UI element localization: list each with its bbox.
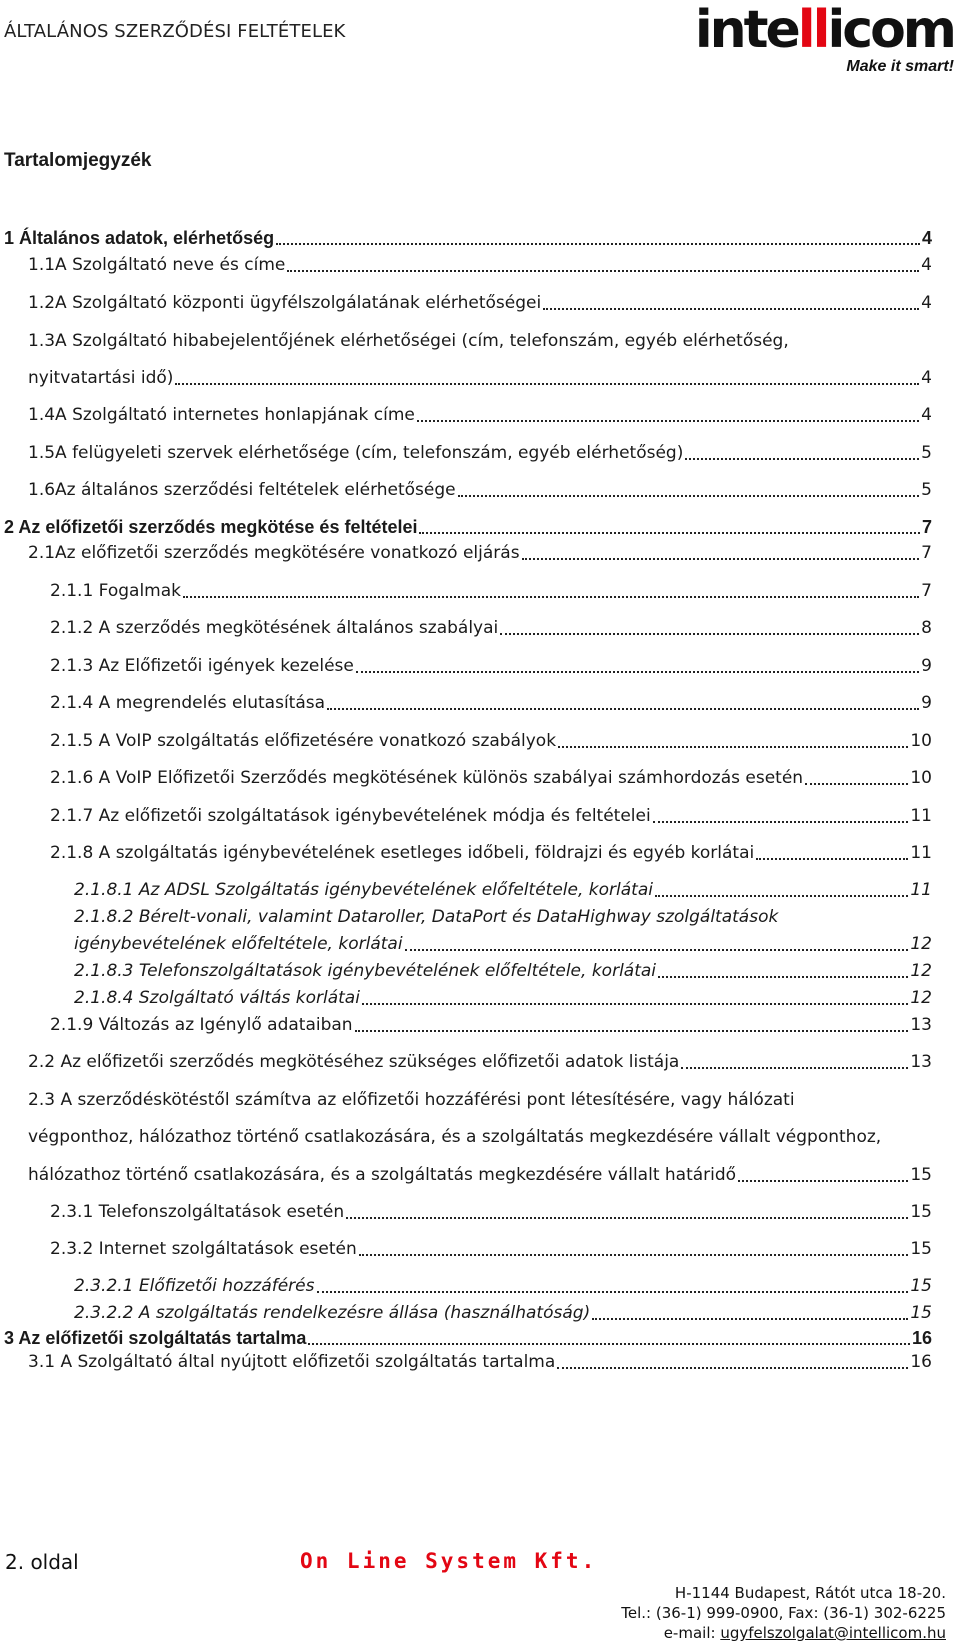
toc-heading: Tartalomjegyzék <box>4 150 152 171</box>
leader-dots <box>653 821 909 823</box>
leader-dots <box>359 1254 909 1256</box>
leader-dots <box>685 458 919 460</box>
leader-dots <box>805 783 908 785</box>
leader-dots <box>183 596 919 598</box>
toc-entry-label: 3 Az előfizetői szolgáltatás tartalma <box>4 1328 307 1348</box>
toc-entry-label: 2.1.8.4 Szolgáltató váltás korlátai <box>74 988 360 1008</box>
toc-entry-label: 1.5A felügyeleti szervek elérhetősége (cím, telefonszám, egyéb elérhetőség) <box>28 443 684 463</box>
page-number: 2. oldal <box>5 1550 79 1574</box>
toc-entry-line[interactable]: 1.3A Szolgáltató hibabejelentőjének elérhetőségei (cím, telefonszám, egyéb elérhetőség, <box>28 331 789 351</box>
toc-entry[interactable] <box>74 1271 932 1301</box>
toc-entry-page: 11 <box>910 806 932 826</box>
leader-dots <box>308 1343 910 1345</box>
toc-entry[interactable] <box>28 475 932 505</box>
leader-dots <box>287 270 919 272</box>
toc-entry-page: 8 <box>921 618 932 638</box>
toc-entry[interactable] <box>74 956 932 986</box>
address: H-1144 Budapest, Rátót utca 18-20. <box>674 1584 946 1602</box>
toc-entry-page: 12 <box>910 934 932 954</box>
toc-entry-page: 10 <box>910 731 932 751</box>
toc-entry[interactable] <box>50 801 932 831</box>
leader-dots <box>346 1217 908 1219</box>
toc-entry-label: 2.1Az előfizetői szerződés megkötésére vonatkozó eljárás <box>28 543 520 563</box>
toc-entry-label: 2.3.1 Telefonszolgáltatások esetén <box>50 1202 345 1222</box>
toc-entry-page: 4 <box>921 293 932 313</box>
toc-entry[interactable] <box>50 763 932 793</box>
toc-entry[interactable] <box>74 929 932 959</box>
toc-entry-label: 1.1A Szolgáltató neve és címe <box>28 255 286 275</box>
document-title: ÁLTALÁNOS SZERZŐDÉSI FELTÉTELEK <box>4 21 346 42</box>
toc-entry-label: 2.1.4 A megrendelés elutasítása <box>50 693 326 713</box>
toc-entry-page: 16 <box>911 1328 932 1348</box>
toc-entry-label: nyitvatartási idő) <box>28 368 174 388</box>
toc-entry-label: 2 Az előfizetői szerződés megkötése és feltételei <box>4 517 418 537</box>
toc-entry-page: 7 <box>921 543 932 563</box>
leader-dots <box>175 383 919 385</box>
leader-dots <box>558 746 908 748</box>
toc-entry-label: 2.1.5 A VoIP szolgáltatás előfizetésére vonatkozó szabályok <box>50 731 557 751</box>
toc-entry[interactable] <box>28 538 932 568</box>
toc-entry[interactable] <box>50 838 932 868</box>
leader-dots <box>356 671 919 673</box>
toc-entry-page: 5 <box>921 443 932 463</box>
toc-entry[interactable] <box>50 1234 932 1264</box>
toc-entry[interactable] <box>74 875 932 905</box>
leader-dots <box>557 1367 908 1369</box>
leader-dots <box>522 558 920 560</box>
toc-entry-page: 16 <box>910 1352 932 1372</box>
toc-entry[interactable] <box>50 726 932 756</box>
toc-entry-label: 2.1.9 Változás az Igénylő adataiban <box>50 1015 353 1035</box>
leader-dots <box>362 1003 908 1005</box>
toc-entry-page: 11 <box>910 843 932 863</box>
email-line <box>621 1623 946 1643</box>
toc-entry[interactable] <box>28 1347 932 1377</box>
toc-entry[interactable] <box>50 1197 932 1227</box>
toc-entry-page: 12 <box>910 961 932 981</box>
leader-dots <box>738 1180 908 1182</box>
toc-entry-page: 13 <box>910 1052 932 1072</box>
leader-dots <box>419 532 920 534</box>
toc-entry-label: 2.1.1 Fogalmak <box>50 581 181 601</box>
toc-entry-label: 1 Általános adatok, elérhetőség <box>4 228 275 248</box>
leader-dots <box>543 308 919 310</box>
leader-dots <box>592 1318 908 1320</box>
company-name: On Line System Kft. <box>300 1549 598 1573</box>
toc-entry-page: 13 <box>910 1015 932 1035</box>
toc-entry-label: 2.2 Az előfizetői szerződés megkötéséhez szükséges előfizetői adatok listája <box>28 1052 680 1072</box>
toc-entry[interactable] <box>28 438 932 468</box>
toc-entry[interactable] <box>28 288 932 318</box>
toc-entry-label: 2.1.6 A VoIP Előfizetői Szerződés megkötésének különös szabályai számhordozás esetén <box>50 768 804 788</box>
toc-entry[interactable] <box>50 576 932 606</box>
toc-entry-label: 2.1.7 Az előfizetői szolgáltatások igénybevételének módja és feltételei <box>50 806 651 826</box>
toc-entry-label: hálózathoz történő csatlakozására, és a szolgáltatás megkezdésére vállalt határidő <box>28 1165 737 1185</box>
toc-entry-line[interactable]: 2.1.8.2 Bérelt-vonali, valamint Dataroller, DataPort és DataHighway szolgáltatások <box>74 907 779 927</box>
toc-entry-page: 4 <box>921 368 932 388</box>
intellicom-logo <box>694 0 954 75</box>
toc-entry-line[interactable]: végponthoz, hálózathoz történő csatlakozására, és a szolgáltatás megkezdésére vállalt végponthoz, <box>28 1127 882 1147</box>
toc-entry-line[interactable]: 2.3 A szerződéskötéstől számítva az előfizetői hozzáférési pont létesítésére, vagy hálózati <box>28 1090 795 1110</box>
toc-entry-page: 15 <box>910 1165 932 1185</box>
email-link[interactable]: ugyfelszolgalat@intellicom.hu <box>720 1624 946 1642</box>
toc-entry-label: 2.1.8.3 Telefonszolgáltatások igénybevételének előfeltétele, korlátai <box>74 961 657 981</box>
toc-entry-label: 2.3.2.2 A szolgáltatás rendelkezésre állása (használhatóság) <box>74 1303 591 1323</box>
toc-entry-page: 9 <box>921 656 932 676</box>
toc-entry-page: 12 <box>910 988 932 1008</box>
toc-entry[interactable] <box>50 651 932 681</box>
toc-entry-page: 9 <box>921 693 932 713</box>
leader-dots <box>276 243 920 245</box>
toc-entry-label: 2.1.8 A szolgáltatás igénybevételének esetleges időbeli, földrajzi és egyéb korlátai <box>50 843 755 863</box>
toc-entry[interactable] <box>28 363 932 393</box>
toc-entry-page: 15 <box>910 1276 932 1296</box>
toc-entry-label: 3.1 A Szolgáltató által nyújtott előfizetői szolgáltatás tartalma <box>28 1352 556 1372</box>
toc-entry-page: 11 <box>910 880 932 900</box>
toc-entry-page: 15 <box>910 1239 932 1259</box>
toc-entry-page: 15 <box>910 1202 932 1222</box>
toc-entry-page: 4 <box>921 228 932 248</box>
phone-fax: Tel.: (36-1) 999-0900, Fax: (36-1) 302-6225 <box>621 1604 946 1622</box>
toc-entry[interactable] <box>50 1010 932 1040</box>
leader-dots <box>681 1067 908 1069</box>
toc-entry-label: 1.2A Szolgáltató központi ügyfélszolgálatának elérhetőségei <box>28 293 542 313</box>
toc-entry[interactable] <box>28 1047 932 1077</box>
leader-dots <box>317 1291 909 1293</box>
toc-entry[interactable] <box>28 250 932 280</box>
toc-entry-label: 1.4A Szolgáltató internetes honlapjának címe <box>28 405 415 425</box>
leader-dots <box>417 420 919 422</box>
leader-dots <box>756 858 908 860</box>
toc-entry[interactable] <box>4 223 932 253</box>
leader-dots <box>655 895 908 897</box>
leader-dots <box>327 708 919 710</box>
logo-wordmark: intellicom <box>694 0 954 60</box>
toc-entry-label: 2.3.2.1 Előfizetői hozzáférés <box>74 1276 315 1296</box>
toc-entry-page: 10 <box>910 768 932 788</box>
logo-tagline: Make it smart! <box>846 58 954 75</box>
toc-entry-label: 2.1.8.1 Az ADSL Szolgáltatás igénybevételének előfeltétele, korlátai <box>74 880 653 900</box>
leader-dots <box>355 1030 909 1032</box>
toc-entry-page: 15 <box>910 1303 932 1323</box>
toc-entry-label: 2.3.2 Internet szolgáltatások esetén <box>50 1239 357 1259</box>
leader-dots <box>405 949 909 951</box>
leader-dots <box>458 495 920 497</box>
toc-entry[interactable] <box>28 400 932 430</box>
toc-entry-label: 2.1.3 Az Előfizetői igények kezelése <box>50 656 354 676</box>
toc-entry[interactable] <box>74 983 932 1013</box>
email-prefix: e-mail: <box>663 1624 721 1642</box>
toc-entry-label: 1.6Az általános szerződési feltételek elérhetősége <box>28 480 456 500</box>
toc-entry-page: 7 <box>921 517 932 537</box>
leader-dots <box>500 633 919 635</box>
toc-entry-label: igénybevételének előfeltétele, korlátai <box>74 934 403 954</box>
toc-entry-page: 5 <box>921 480 932 500</box>
contact-block <box>621 1583 946 1643</box>
toc-entry-page: 7 <box>921 581 932 601</box>
toc-entry[interactable] <box>28 1160 932 1190</box>
toc-entry-page: 4 <box>921 405 932 425</box>
leader-dots <box>658 976 908 978</box>
toc-entry[interactable] <box>50 688 932 718</box>
toc-entry[interactable] <box>50 613 932 643</box>
toc-entry-page: 4 <box>921 255 932 275</box>
toc-entry-label: 2.1.2 A szerződés megkötésének általános szabályai <box>50 618 499 638</box>
